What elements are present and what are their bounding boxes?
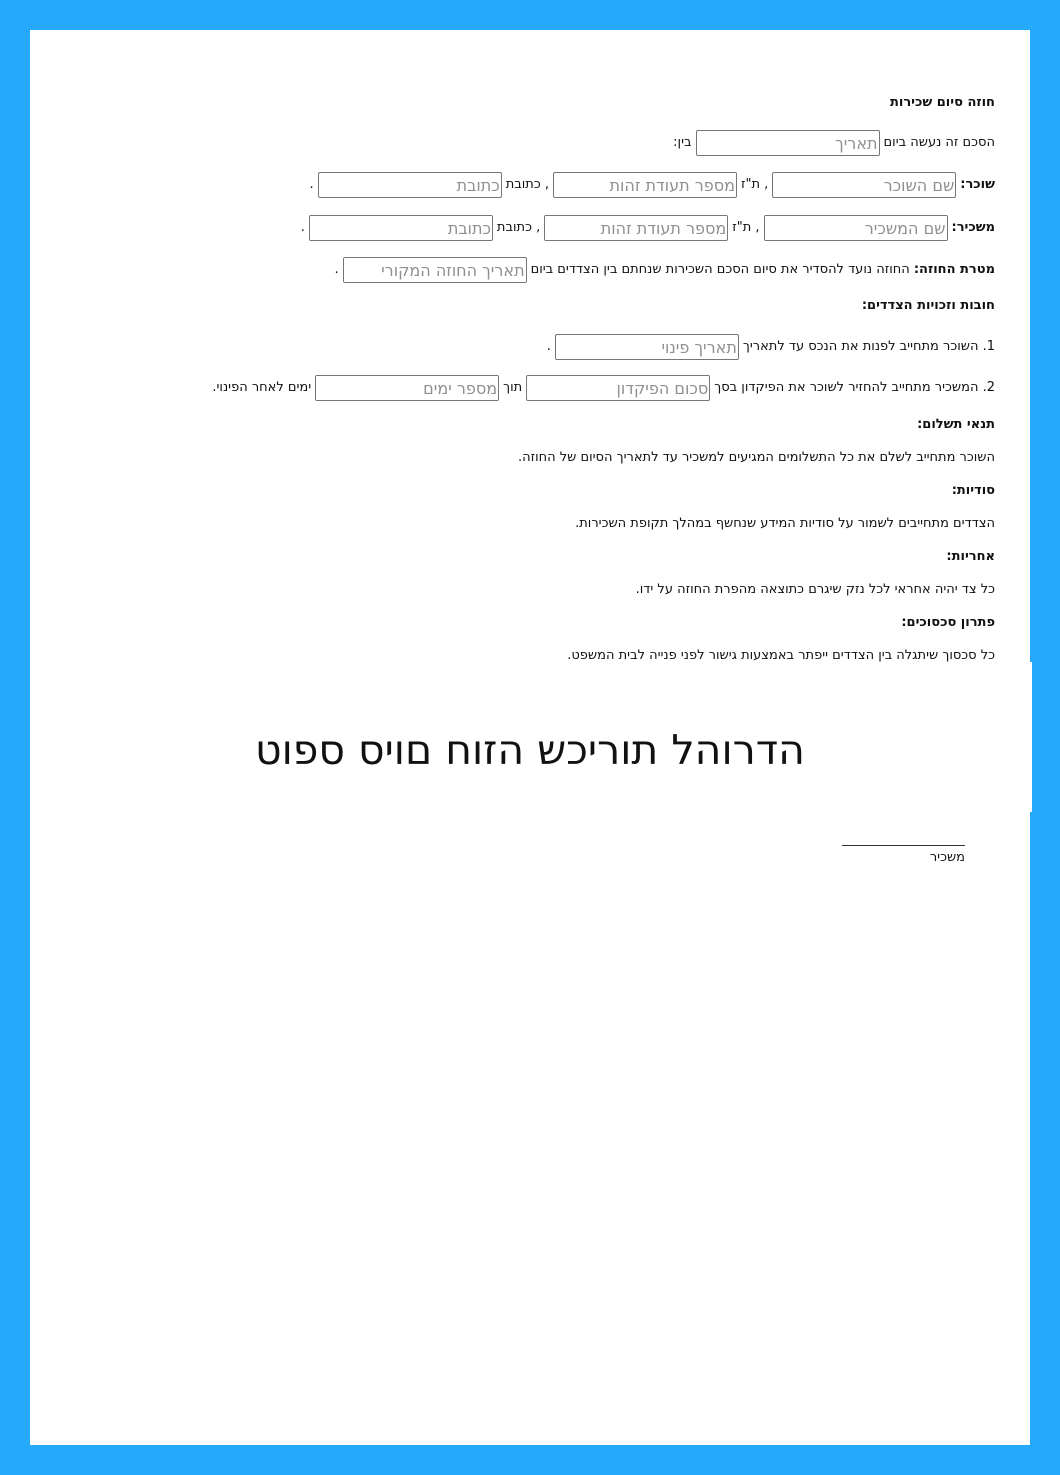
- disputes-heading-line: [901, 610, 995, 636]
- obligations-heading: חובות וזכויות הצדדים:: [861, 298, 995, 313]
- confidentiality-text-line: [575, 511, 995, 537]
- payment-heading: תנאי תשלום:: [917, 417, 995, 432]
- signature-line: [842, 845, 965, 846]
- obligation-item-2-end: ימים לאחר הפינוי.: [212, 380, 312, 395]
- confidentiality-text: הצדדים מתחייבים לשמור על סודיות המידע שנחשף במהלך תקופת השכירות.: [575, 516, 995, 531]
- landlord-address-label: , כתובת: [496, 220, 541, 235]
- obligation-item-1-end: .: [546, 339, 551, 354]
- tenant-name-input[interactable]: [772, 172, 956, 198]
- eviction-date-input[interactable]: [555, 334, 739, 360]
- purpose-line: [334, 257, 995, 283]
- landlord-end: .: [300, 220, 305, 235]
- signature-label: משכיר: [929, 850, 965, 865]
- obligation-item-2-text: 2. המשכיר מתחייב להחזיר לשוכר את הפיקדון בסך: [714, 380, 995, 395]
- disputes-text-line: [567, 643, 995, 669]
- agreement-date-input[interactable]: [696, 130, 880, 156]
- obligation-item-1: [547, 334, 995, 360]
- liability-text-line: [636, 577, 995, 603]
- intro-text: הסכם זה נעשה ביום: [883, 135, 995, 150]
- confidentiality-heading-line: [952, 478, 995, 504]
- landlord-label: משכיר:: [951, 220, 995, 235]
- days-count-input[interactable]: [315, 375, 499, 401]
- liability-text: כל צד יהיה אחראי לכל נזק שיגרם כתוצאה מהפרת החוזה על ידו.: [635, 582, 995, 597]
- form-big-title: הדרוהל תוריכש הזוח םויס ספוט: [255, 726, 805, 774]
- tenant-id-label: , ת"ז: [740, 177, 769, 192]
- liability-heading: אחריות:: [946, 549, 995, 564]
- liability-heading-line: [946, 544, 995, 570]
- tenant-address-label: , כתובת: [505, 177, 549, 192]
- obligation-item-1-text: 1. השוכר מתחייב לפנות את הנכס עד לתאריך: [742, 339, 995, 354]
- deposit-amount-input[interactable]: [526, 375, 710, 401]
- obligation-item-2-within: תוך: [503, 380, 523, 395]
- payment-heading-line: [917, 412, 995, 438]
- intro-line: [673, 130, 995, 156]
- confidentiality-heading: סודיות:: [951, 483, 995, 498]
- intro-suffix: בין:: [673, 135, 692, 150]
- disputes-heading: פתרון סכסוכים:: [901, 615, 995, 630]
- purpose-label: מטרת החוזה:: [913, 262, 995, 277]
- purpose-end: .: [334, 262, 339, 277]
- tenant-end: .: [309, 177, 314, 192]
- payment-text: השוכר מתחייב לשלם את כל התשלומים המגיעים למשכיר עד לתאריך הסיום של החוזה.: [517, 450, 995, 465]
- purpose-text: החוזה נועד להסדיר את סיום הסכם השכירות שנחתם בין הצדדים ביום: [530, 262, 910, 277]
- tenant-line: [310, 172, 995, 198]
- obligations-heading-line: [862, 293, 995, 319]
- tenant-label: שוכר:: [960, 177, 995, 192]
- landlord-line: [301, 215, 995, 241]
- doc-title: חוזה סיום שכירות: [890, 95, 995, 110]
- doc-title-line: [890, 90, 995, 116]
- payment-text-line: [518, 445, 995, 471]
- landlord-name-input[interactable]: [764, 215, 948, 241]
- landlord-id-label: , ת"ז: [732, 220, 760, 235]
- obligation-item-2: [212, 375, 995, 401]
- landlord-address-input[interactable]: [309, 215, 493, 241]
- disputes-text: כל סכסוך שיתגלה בין הצדדים ייפתר באמצעות גישור לפני פנייה לבית המשפט.: [567, 648, 995, 663]
- tenant-id-input[interactable]: [553, 172, 737, 198]
- tenant-address-input[interactable]: [318, 172, 502, 198]
- landlord-id-input[interactable]: [544, 215, 728, 241]
- original-contract-date-input[interactable]: [343, 257, 527, 283]
